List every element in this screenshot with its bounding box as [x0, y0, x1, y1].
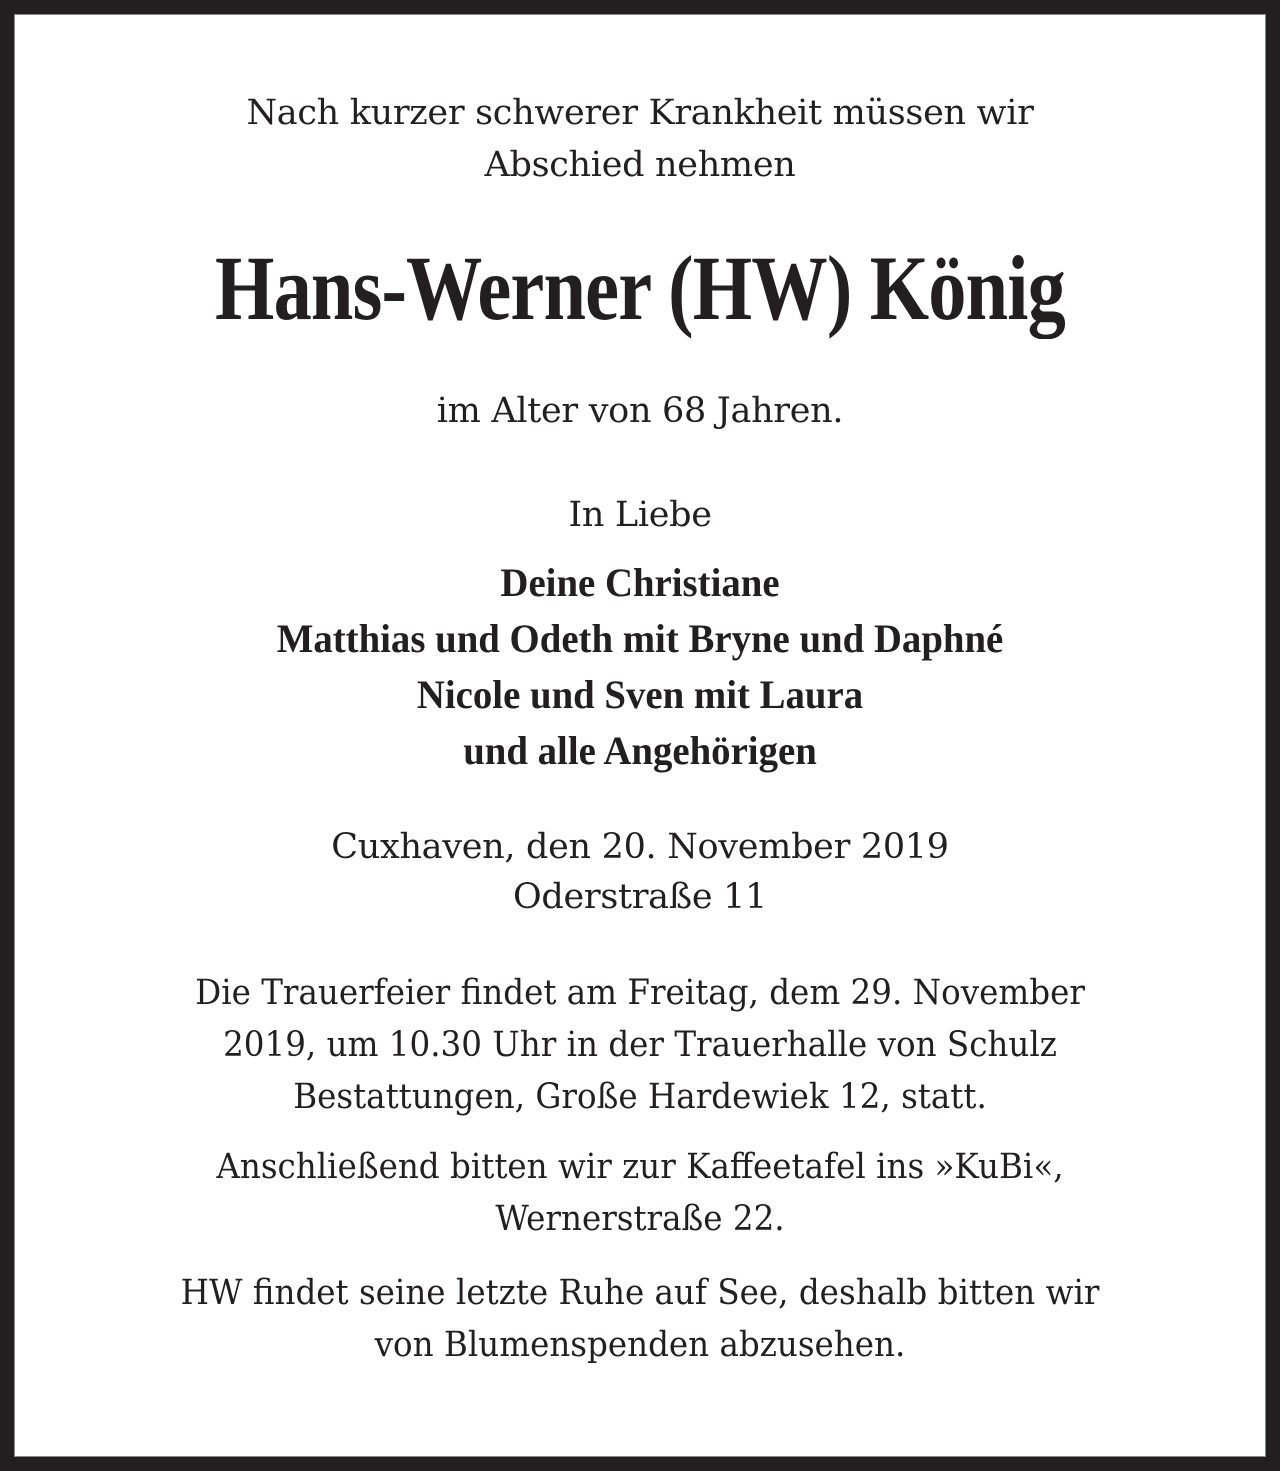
funeral-info-line-1: Die Trauerfeier findet am Freitag, dem 29. November — [195, 973, 1085, 1013]
funeral-info-line-3: Bestattungen, Große Hardewiek 12, statt. — [293, 1077, 987, 1117]
place-date-line-1: Cuxhaven, den 20. November 2019 — [331, 827, 949, 867]
closing-line: In Liebe — [568, 495, 712, 535]
obituary-notice — [15, 15, 1265, 1456]
mourner-line-1: Deine Christiane — [500, 560, 780, 605]
funeral-info-line-2: 2019, um 10.30 Uhr in der Trauerhalle von Schulz — [223, 1025, 1057, 1065]
deceased-name: Hans-Werner (HW) König — [215, 237, 1065, 339]
age-line: im Alter von 68 Jahren. — [436, 391, 844, 431]
place-date-line-2: Oderstraße 11 — [512, 877, 768, 917]
intro-line-1: Nach kurzer schwerer Krankheit müssen wir — [246, 93, 1034, 133]
mourner-line-2: Matthias und Odeth mit Bryne und Daphné — [276, 616, 1004, 661]
flowers-info-line-1: HW findet seine letzte Ruhe auf See, deshalb bitten wir — [180, 1273, 1100, 1313]
reception-info-line-2: Wernerstraße 22. — [495, 1199, 785, 1239]
mourner-line-3: Nicole und Sven mit Laura — [416, 672, 864, 717]
reception-info-line-1: Anschließend bitten wir zur Kaffeetafel ins »KuBi«, — [216, 1147, 1064, 1187]
mourner-line-4: und alle Angehörigen — [463, 728, 817, 773]
flowers-info-line-2: von Blumenspenden abzusehen. — [374, 1325, 906, 1365]
intro-line-2: Abschied nehmen — [484, 145, 796, 185]
